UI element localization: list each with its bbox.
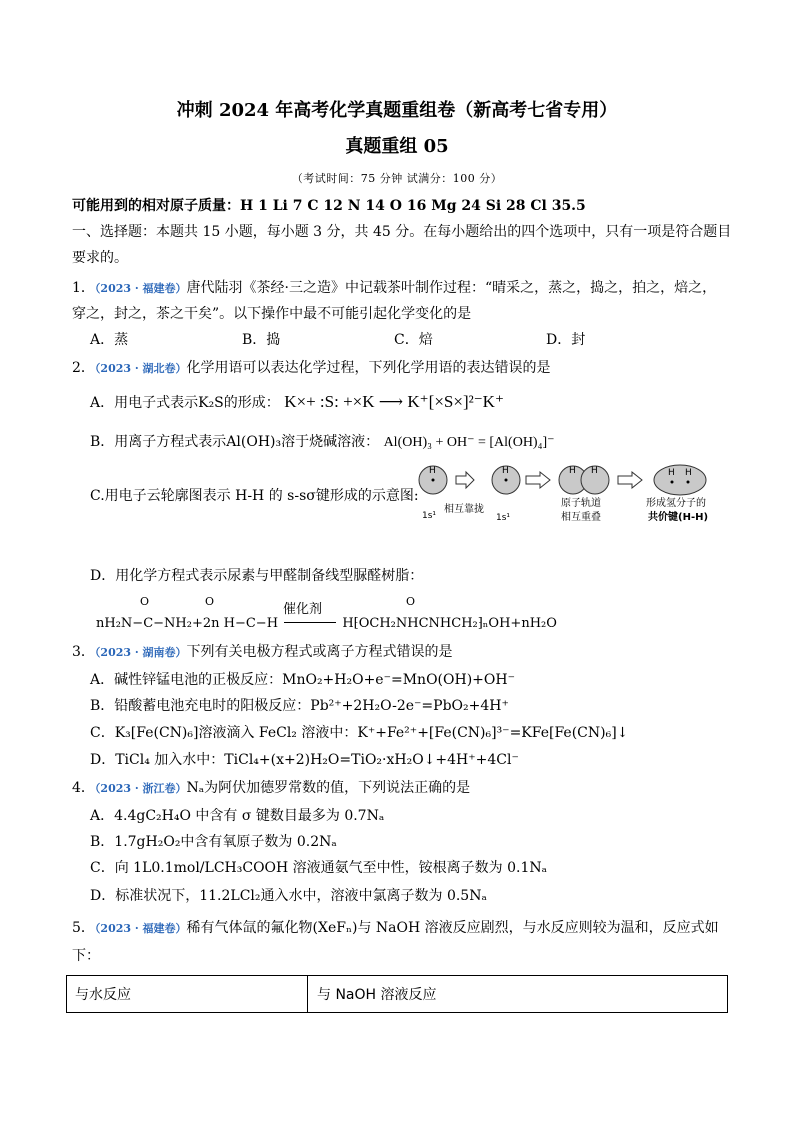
option-b-text: B．用离子方程式表示Al(OH)₃溶于烧碱溶液： [90,434,380,450]
question-number: 3． [72,644,95,660]
urea-formaldehyde-equation [96,614,557,634]
page-title: 冲刺 2024 年高考化学真题重组卷（新高考七省专用） [176,100,618,121]
question-2-stem [72,358,551,379]
reaction-table [66,975,728,1013]
question-2-option-b [90,432,555,453]
question-3-option-d: D．TiCl₄ 加入水中：TiCl₄+(x+2)H₂O=TiO₂·xH₂O↓+4H⁺+4Cl⁻ [90,752,519,768]
table-header-water: 与水反应 [75,987,131,1003]
question-5-line1 [72,918,719,939]
question-source: （2023 · 湖北卷） [94,362,187,375]
option-c: C．焙 [394,332,433,348]
k2s-electron-formula: K×+ :S: +×K ⟶ K⁺[×S×]²⁻K⁺ [284,392,504,411]
section-instructions-line1: 一、选择题：本题共 15 小题，每小题 3 分，共 45 分。在每小题给出的四个选项中，只有一项是符合题目 [72,224,732,240]
question-2-option-c: C.用电子云轮廓图表示 H-H 的 s-sσ键形成的示意图: [90,488,419,504]
table-header-naoh: 与 NaOH 溶液反应 [317,987,437,1003]
question-text: 化学用语可以表达化学过程，下列化学用语的表达错误的是 [186,360,551,376]
label-covalent-bond: 共价键(H-H) [648,512,709,523]
section-instructions-line2: 要求的。 [72,250,128,266]
svg-text:H: H [591,466,598,476]
question-1-line1 [72,278,716,299]
question-3-option-b: B．铅酸蓄电池充电时的阳极反应：Pb²⁺+2H₂O-2e⁻=PbO₂+4H⁺ [90,698,509,714]
reaction-arrow-icon [284,622,336,623]
exam-info: （考试时间：75 分钟 试满分：100 分） [291,172,503,185]
question-4-option-a: A．4.4gC₂H₄O 中含有 σ 键数目最多为 0.7Nₐ [90,808,385,824]
question-2-option-a [90,392,504,413]
question-text: 下列有关电极方程式或离子方程式错误的是 [186,644,453,660]
label-overlap: 相互重叠 [561,512,601,523]
question-4-option-d: D．标准状况下，11.2LCl₂通入水中，溶液中氯离子数为 0.5Nₐ [90,888,487,904]
urea-carbonyl-o: O [140,595,150,608]
option-d: D．封 [546,332,586,348]
svg-text:H: H [502,466,509,476]
question-number: 4． [72,780,95,796]
label-form-h2: 形成氢分子的 [646,498,706,509]
label-approach: 相互靠拢 [444,504,484,515]
svg-text:H: H [668,468,675,478]
question-text: Nₐ为阿伏加德罗常数的值，下列说法正确的是 [186,780,471,796]
question-source: （2023 · 浙江卷） [94,782,187,795]
question-number: 5． [72,920,95,936]
option-b: B．捣 [242,332,281,348]
formaldehyde-carbonyl-o: O [205,595,215,608]
question-source: （2023 · 福建卷） [94,922,187,935]
option-a-text: A．用电子式表示K₂S的形成： [90,395,280,411]
question-number: 1． [72,280,95,296]
question-4-option-b: B．1.7gH₂O₂中含有氧原子数为 0.2Nₐ [90,834,337,850]
atomic-masses: 可能用到的相对原子质量：H 1 Li 7 C 12 N 14 O 16 Mg 24 Si 28 Cl 35.5 [72,198,586,214]
question-3-stem [72,642,453,663]
orbital-overlap-diagram [418,458,728,530]
h2-molecule-orbital [654,465,706,495]
label-orbital: 原子轨道 [561,498,601,509]
question-1-options [90,330,698,350]
equation-products: H⁅OCH₂NHCNHCH₂⁆ₙOH+nH₂O [342,616,557,631]
resin-carbonyl-o: O [406,595,416,608]
label-1s-right: 1s¹ [496,513,511,523]
al-oh-ionic-equation: Al(OH)₃ + OH⁻ = [Al(OH)₄]⁻ [383,435,555,450]
page-subtitle: 真题重组 05 [345,136,449,157]
catalyst-label: 催化剂 [283,602,323,617]
question-5-line2: 下： [72,948,100,964]
question-3-option-a: A．碱性锌锰电池的正极反应：MnO₂+H₂O+e⁻=MnO(OH)+OH⁻ [90,672,515,688]
question-1-line2: 穿之，封之，茶之干矣”。以下操作中最不可能引起化学变化的是 [72,306,472,322]
question-text: 稀有气体氙的氟化物(XeFₙ)与 NaOH 溶液反应剧烈，与水反应则较为温和，反应式如 [186,920,719,936]
question-text: 唐代陆羽《茶经·三之造》中记载茶叶制作过程：“晴采之，蒸之，捣之，拍之，焙之， [186,280,717,296]
label-1s-left: 1s¹ [422,511,437,521]
svg-text:H: H [685,468,692,478]
equation-reactants: nH₂N−C−NH₂+2n H−C−H [96,616,279,631]
question-number: 2． [72,360,95,376]
option-a: A．蒸 [90,332,129,348]
question-4-stem [72,778,470,799]
question-source: （2023 · 湖南卷） [94,646,187,659]
svg-text:H: H [569,466,576,476]
arrow-right-icon [456,472,474,488]
question-3-option-c: C．K₃[Fe(CN)₆]溶液滴入 FeCl₂ 溶液中：K⁺+Fe²⁺+[Fe(CN)₆]³⁻=KFe[Fe(CN)₆]↓ [90,725,629,741]
question-4-option-c: C．向 1L0.1mol/LCH₃COOH 溶液通氨气至中性，铵根离子数为 0.1Nₐ [90,860,548,876]
question-2-option-d: D．用化学方程式表示尿素与甲醛制备线型脲醛树脂： [90,568,424,584]
arrow-right-icon [526,472,550,488]
question-source: （2023 · 福建卷） [94,282,187,295]
h-label: H [429,466,436,476]
arrow-right-icon [618,472,642,488]
